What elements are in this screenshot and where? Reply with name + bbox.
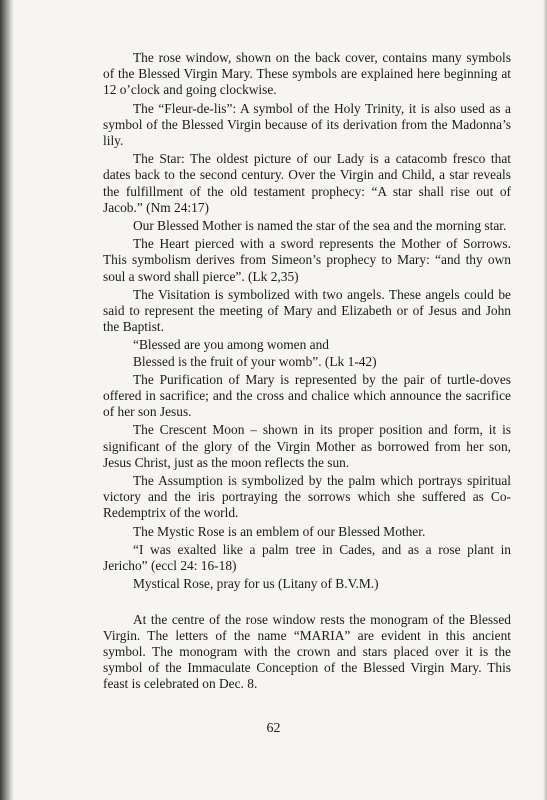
- body-text: [103, 50, 511, 695]
- paragraph-rose-window-intro: The rose window, shown on the back cover, contains many symbols of the Blessed Virgin Mary. These symbols are explained here beginning at 12 o’clock and going clockwise.: [103, 50, 511, 98]
- paragraph-crescent-moon: The Crescent Moon – shown in its proper position and form, it is significant of the glory of the Virgin Mother as borrowed from her son, Jesus Christ, just as the moon reflects the sun.: [103, 422, 511, 470]
- page-edge-shadow: [543, 0, 547, 800]
- page-number: 62: [266, 721, 281, 736]
- paragraph-star: The Star: The oldest picture of our Lady is a catacomb fresco that dates back to the second century. Over the Virgin and Child, a star reveals the fulfillment of the old testament prophecy: “A star shall rise out of Jacob.” (Nm 24:17): [103, 151, 511, 215]
- paragraph-heart: The Heart pierced with a sword represents the Mother of Sorrows. This symbolism derives from Simeon’s prophecy to Mary: “and thy own soul a sword shall pierce”. (Lk 2,35): [103, 236, 511, 284]
- paragraph-purification: The Purification of Mary is represented by the pair of turtle-doves offered in sacrifice; and the cross and chalice which announce the sacrifice of her son Jesus.: [103, 371, 511, 420]
- paragraph-star-of-sea: Our Blessed Mother is named the star of the sea and the morning star.: [133, 218, 507, 234]
- paragraph-fleur-de-lis: The “Fleur-de-lis”: A symbol of the Holy Trinity, it is also used as a symbol of the Blessed Virgin because of its derivation from the Madonna’s lily.: [103, 100, 511, 149]
- litany-line: Mystical Rose, pray for us (Litany of B.V.M.): [133, 576, 379, 592]
- page-gutter-shadow: [0, 0, 14, 800]
- quote-palm-tree: “I was exalted like a palm tree in Cades, and as a rose plant in Jericho” (eccl 24: 16-18): [103, 541, 511, 574]
- quote-line-1: “Blessed are you among women and: [133, 337, 329, 353]
- paragraph-monogram: At the centre of the rose window rests the monogram of the Blessed Virgin. The letters of the name “MARIA” are evident in this ancient symbol. The monogram with the crown and stars placed over it is the symbol of the Immaculate Conception of the Blessed Virgin Mary. This feast is celebrated on Dec. 8.: [103, 611, 511, 692]
- paragraph-visitation: The Visitation is symbolized with two angels. These angels could be said to represent the meeting of Mary and Elizabeth or of Jesus and John the Baptist.: [103, 286, 511, 335]
- paragraph-assumption: The Assumption is symbolized by the palm which portrays spiritual victory and the iris portraying the sorrows which she suffered as Co-Redemptrix of the world.: [103, 473, 511, 521]
- paragraph-mystic-rose: The Mystic Rose is an emblem of our Blessed Mother.: [133, 523, 426, 539]
- quote-line-2: Blessed is the fruit of your womb”. (Lk 1-42): [133, 353, 377, 369]
